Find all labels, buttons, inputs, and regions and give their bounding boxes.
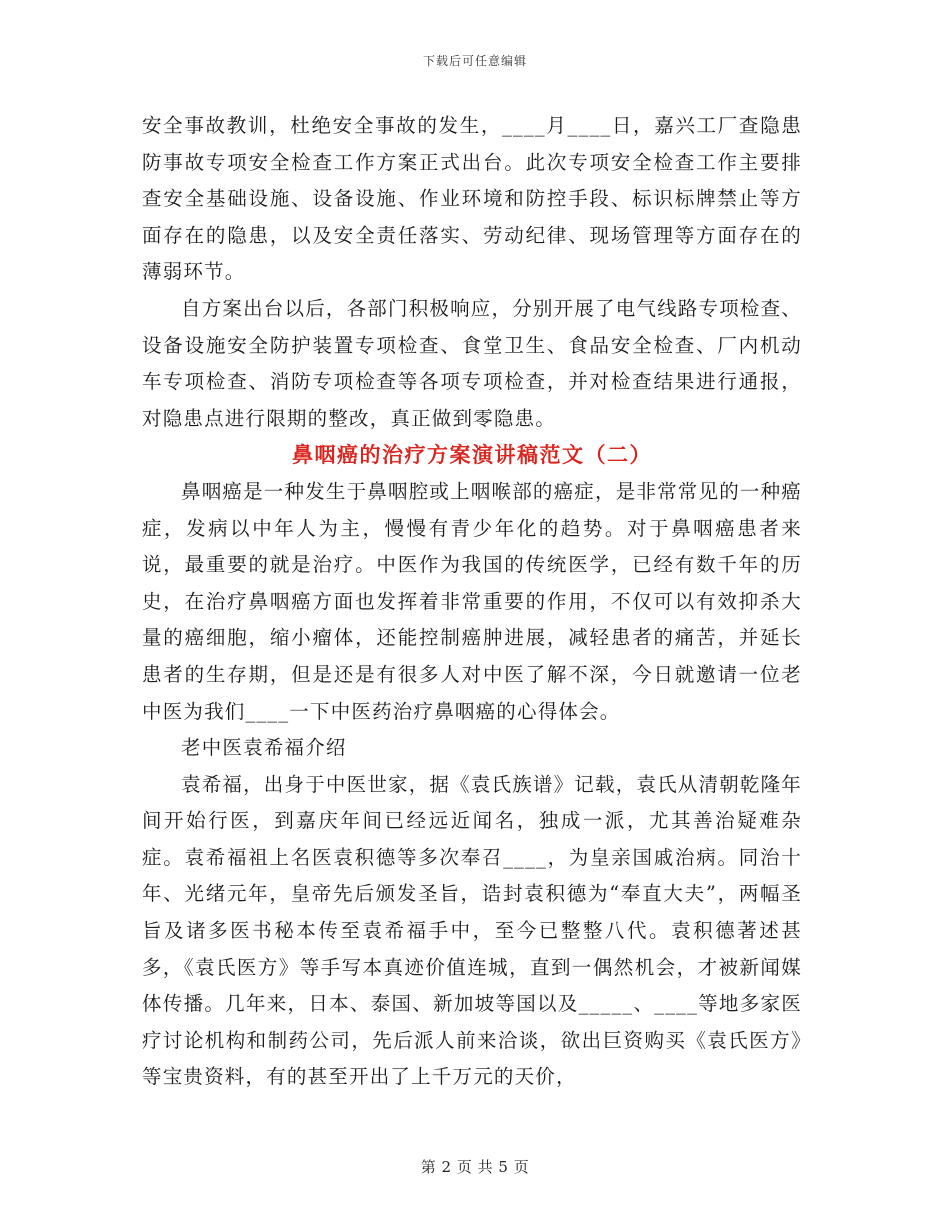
page-header: 下载后可任意编辑 [422,54,527,68]
paragraph-doctor-heading: 老中医袁希福介绍 [181,736,347,760]
document-body [142,108,802,1096]
paragraph-safety-plan: 安全事故教训，杜绝安全事故的发生，____月____日，嘉兴工厂查隐患防事故专项安全检查工作方案正式出台。此次专项安全检查工作主要排查安全基础设施、设备设施、作业环境和防控手段、标识标牌禁止等方面存在的隐患，以及安全责任落实、劳动纪律、现场管理等方面存在的薄弱环节。 [142,114,802,284]
paragraph-doctor-bio: 袁希福，出身于中医世家，据《袁氏族谱》记载，袁氏从清朝乾隆年间开始行医，到嘉庆年间已经远近闻名，独成一派，尤其善治疑难杂症。袁希福祖上名医袁积德等多次奉召____，为皇亲国戚治病。同治十年、光绪元年，皇帝先后颁发圣旨，诰封袁积德为“奉直大夫”，两幅圣旨及诸多医书秘本传至袁希福手中，至今已整整八代。袁积德著述甚多，《袁氏医方》等手写本真迹价值连城，直到一偶然机会，才被新闻媒体传播。几年来，日本、泰国、新加坡等国以及_____、____等地多家医疗讨论机构和制药公司，先后派人前来洽谈，欲出巨资购买《袁氏医方》等宝贵资料，有的甚至开出了上千万元的天价， [142,772,803,1089]
paragraph-inspections: 自方案出台以后，各部门积极响应，分别开展了电气线路专项检查、设备设施安全防护装置专项检查、食堂卫生、食品安全检查、厂内机动车专项检查、消防专项检查等各项专项检查，并对检查结果进行通报，对隐患点进行限期的整改，真正做到零隐患。 [142,296,803,430]
paragraph-npc-intro: 鼻咽癌是一种发生于鼻咽腔或上咽喉部的癌症，是非常常见的一种癌症，发病以中年人为主，慢慢有青少年化的趋势。对于鼻咽癌患者来说，最重要的就是治疗。中医作为我国的传统医学，已经有数千年的历史，在治疗鼻咽癌方面也发挥着非常重要的作用，不仅可以有效抑杀大量的癌细胞，缩小瘤体，还能控制癌肿进展，减轻患者的痛苦，并延长患者的生存期，但是还是有很多人对中医了解不深，今日就邀请一位老中医为我们____一下中医药治疗鼻咽癌的心得体会。 [142,479,803,723]
section-title: 鼻咽癌的治疗方案演讲稿范文（二） [292,442,652,468]
page-footer: 第 2 页 共 5 页 [420,1158,530,1176]
